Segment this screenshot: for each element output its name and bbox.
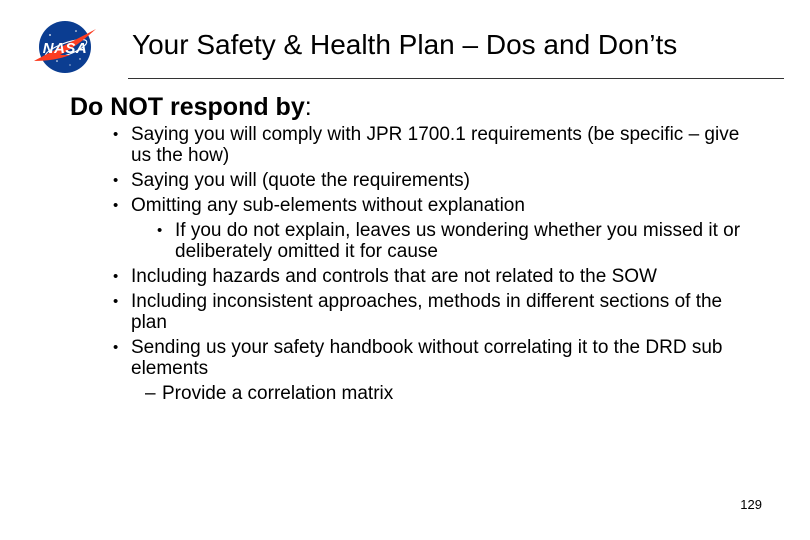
page-title: Your Safety & Health Plan – Dos and Don’ts — [132, 29, 678, 60]
list-item — [0, 195, 810, 216]
bullet-text: If you do not explain, leaves us wondering whether you missed it or deliberately omitted it for cause — [175, 220, 741, 262]
bullet-marker: • — [113, 172, 119, 189]
page-number: 129 — [740, 497, 762, 512]
nasa-meatball-icon — [30, 17, 100, 77]
bullet-text: Provide a correlation matrix — [162, 383, 394, 404]
section-heading — [70, 92, 312, 122]
bullet-text: Sending us your safety handbook without correlating it to the DRD sub elements — [131, 337, 723, 379]
bullet-marker: • — [113, 126, 119, 143]
list-item — [0, 266, 810, 287]
bullet-marker: • — [113, 293, 119, 310]
bullet-text: Saying you will (quote the requirements) — [131, 170, 471, 191]
logo-wordmark: NASA — [42, 40, 88, 57]
section-heading-text: Do NOT respond by — [70, 93, 305, 121]
nasa-logo — [30, 17, 100, 77]
list-item — [0, 170, 810, 191]
bullet-marker: • — [113, 339, 119, 356]
bullet-text: Omitting any sub-elements without explanation — [131, 195, 525, 216]
list-item — [0, 337, 810, 379]
bullet-marker: • — [113, 197, 119, 214]
section-heading-colon: : — [304, 93, 312, 121]
bullet-marker: • — [113, 268, 119, 285]
bullet-text: Saying you will comply with JPR 1700.1 requirements (be specific – give us the how) — [131, 124, 740, 166]
list-item — [0, 124, 810, 166]
sub-list-item — [0, 383, 810, 404]
title-divider — [128, 78, 784, 79]
bullet-text: Including inconsistent approaches, methods in different sections of the plan — [131, 291, 723, 333]
sub-list-item — [0, 220, 810, 262]
dash-marker: – — [145, 383, 156, 404]
bullet-marker: • — [157, 222, 163, 239]
bullet-text: Including hazards and controls that are not related to the SOW — [131, 266, 657, 287]
bullet-list — [0, 124, 810, 408]
list-item — [0, 291, 810, 333]
